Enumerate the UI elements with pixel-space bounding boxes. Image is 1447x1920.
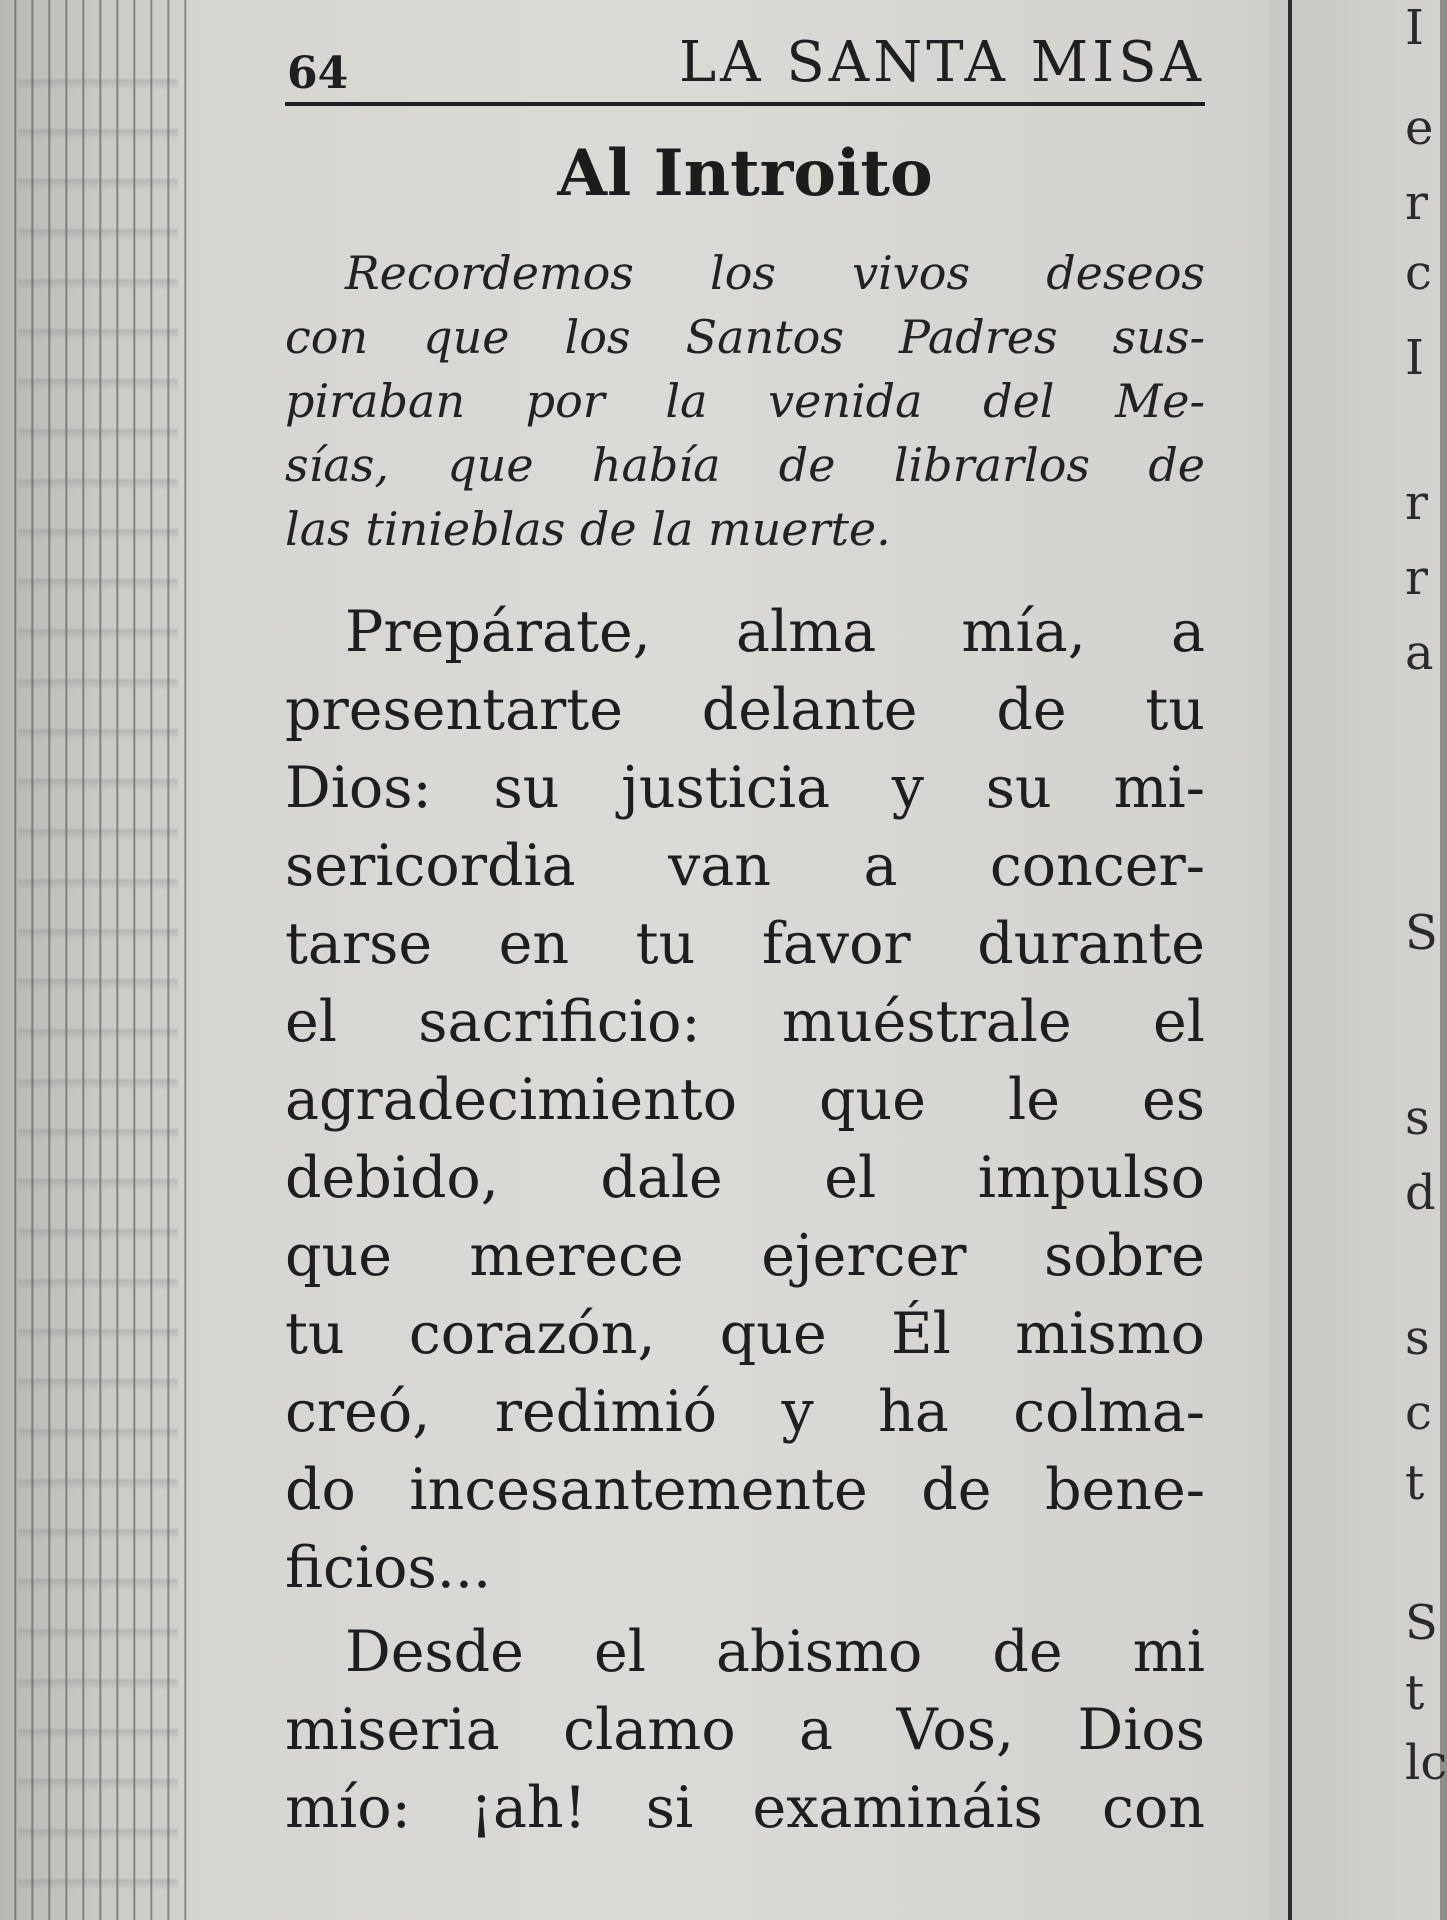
running-head [285,30,1205,106]
adjacent-letter: e [1405,100,1434,156]
text-line: sericordia van a concer- [285,833,1205,899]
body-paragraph-1 [285,593,1205,1607]
text-line: presentarte delante de tu [285,677,1205,743]
text-line: mío: ¡ah! si examináis con [285,1775,1205,1841]
adjacent-letter: I [1405,330,1424,386]
text-line: Dios: su justicia y su mi- [285,755,1205,821]
text-line: miseria clamo a Vos, Dios [285,1697,1205,1763]
adjacent-letter: c [1405,245,1432,301]
section-heading: Al Introito [557,136,933,211]
adjacent-letter: r [1405,475,1428,531]
text-line: tarse en tu favor durante [285,911,1205,977]
text-line: las tinieblas de la muerte. [285,502,891,556]
book-title: LA SANTA MISA [678,30,1205,95]
body-paragraph-2 [285,1613,1205,1847]
adjacent-letter: I [1405,0,1424,56]
text-line: que merece ejercer sobre [285,1223,1205,1289]
page-number: 64 [287,48,349,99]
text-line: Recordemos los vivos deseos [345,246,1205,300]
column-rule [1288,0,1292,1920]
text-line: el sacrificio: muéstrale el [285,989,1205,1055]
text-line: piraban por la venida del Me- [285,374,1205,428]
adjacent-letter: s [1405,1090,1430,1146]
adjacent-letter: c [1405,1385,1432,1441]
text-line: Prepárate, alma mía, a [345,599,1205,665]
text-line: do incesantemente de bene- [285,1457,1205,1523]
adjacent-letter: t [1405,1455,1425,1511]
text-line: con que los Santos Padres sus- [285,310,1205,364]
book-page [285,30,1205,1847]
text-line: sías, que había de librarlos de [285,438,1205,492]
adjacent-letter: d [1405,1165,1436,1221]
adjacent-letter: r [1405,550,1428,606]
text-line: Desde el abismo de mi [345,1619,1205,1685]
text-line: debido, dale el impulso [285,1145,1205,1211]
adjacent-page-letters [1405,0,1445,1920]
text-line: creó, redimió y ha colma- [285,1379,1205,1445]
intro-italic-paragraph [285,241,1205,561]
bleed-through-text [18,40,178,1890]
adjacent-letter: r [1405,175,1428,231]
text-line: tu corazón, que Él mismo [285,1301,1205,1367]
adjacent-letter: lc [1405,1735,1447,1791]
text-line: agradecimiento que le es [285,1067,1205,1133]
adjacent-letter: s [1405,1310,1430,1366]
adjacent-letter: t [1405,1665,1425,1721]
adjacent-letter: S [1405,1595,1438,1651]
adjacent-letter: a [1405,625,1434,681]
text-line: ficios... [285,1535,492,1601]
adjacent-letter: S [1405,905,1438,961]
